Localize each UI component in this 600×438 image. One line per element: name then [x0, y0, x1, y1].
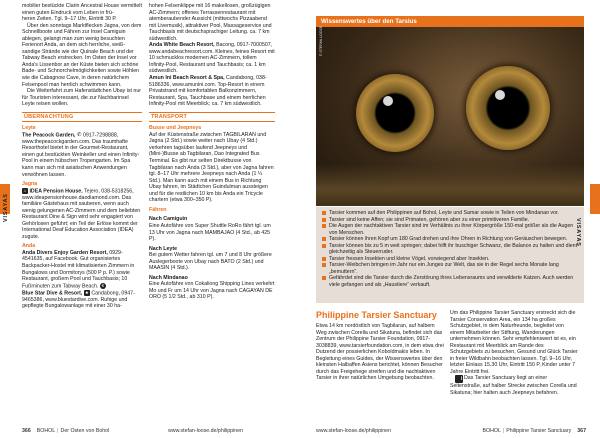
ferry-destination-leyte: Nach Leyte [149, 245, 178, 252]
fact-text: Tarsier fressen Insekten und kleine Vögel, vorwiegend aber Insekten. [329, 255, 490, 262]
right-page [300, 0, 600, 438]
location-anda: Anda [22, 243, 36, 250]
entry-name: Amun Ini Beach Resort & Spa, [149, 75, 225, 82]
bullet-icon [322, 263, 326, 267]
fact-text: Tarsier können bis zu 5 m weit springen; dabei hilft ihr buschiger Schwanz, die Balance zu halten und dient gleichzeitig als Steuerruder. [329, 242, 578, 255]
subheading-busse: Busse und Jeepneys [149, 125, 202, 132]
busse-text: Auf der Küstenstraße zwischen TAGBILARAN und Jagna (2 Std.) sowie weiter nach Ubay (4 Std.) verkehren tagsüber laufend Jeepneys und (Mini-)Busse ab Tagbilaran, Dao Integrated Bus Terminal. Es gibt nur selten Direktbusse von Tagbilaran nach Anda (3 Std.), aber von Jagna fahren tgl. 8–17 Uhr mehrere Jeepneys nach Anda (1 ¼ Std.). Man kann auch mit einem Bus in Richtung Ubay fahren, im Städtchen Guindulman aussteigen und für die restlichen 10 km bis Anda ein Tricycle chartern (etwa 300–350 P). [149, 131, 274, 204]
right-column-2 [450, 310, 578, 414]
footer-chapter: Der Osten von Bohol [60, 428, 110, 434]
left-column-1 [22, 3, 142, 407]
side-label-left: VISAYAS [3, 193, 9, 222]
entry-blue-star [22, 290, 142, 310]
entry-text: 0929-4541635, auf Facebook. Gut organisiertes Backpacker-Hostel mit klimatisierten Zimmern in Bungalows und Dormitorys (500 P p. P.) sowie Restaurant, großem Pool und Tauchbasis; 10 Fußminuten zum Tabway Beach. [22, 249, 135, 290]
side-label-right: VISAYAS [575, 218, 582, 247]
location-jagna: Jagna [22, 181, 38, 188]
entry-text: Bacong, 0917-7000507, www.andabeachresort.com. Kleines, feines Resort mit 10 schmucklos modernen AC-Zimmern, tollem Infinity-Pool, Restaurant und Tauchbasis; ca. 1 km südwestlich. [149, 42, 275, 75]
entry-name: IDEA Pension House, [29, 188, 83, 194]
star-icon: ★ [84, 289, 89, 295]
page-number-left: 366 [22, 428, 31, 434]
access-text [450, 375, 578, 396]
fact-item [322, 262, 578, 275]
entry-anda-divers [22, 250, 142, 290]
photo-caption: Wissenswertes über den Tarsius [316, 16, 584, 27]
entry-text: 0917-7298888, www.thepeacockgarden.com. Das traumhafte Resorthotel bietet in der Gourmet-Restaurant, einen gut bestückten Weinkeller und einen Infinity-Pool in einem hübschen Tropengarten. Im Spa kann man sich mit asiatischen Anwendungen verwöhnen lassen. [22, 132, 140, 178]
euro-icon: € [101, 282, 105, 288]
footer-separator: | [502, 428, 505, 434]
access-text-body: Das Tarsier Sanctuary liegt an einer Seitenstraße, auf halber Strecke zwischen Corella und Sikatuna; hier halten auch Jeepneys befahren. [450, 375, 577, 397]
phone-icon: ✆ [76, 131, 82, 138]
fact-text: Tarsier können ihren Kopf um 180 Grad drehen und ihre Ohren in Richtung von Geräuschen bewegen. [329, 236, 568, 242]
tarsier-photo [316, 16, 584, 206]
info-icon: i [455, 375, 463, 383]
footer-separator: | [57, 428, 59, 434]
intro-paragraph-ubay: Die Weiterfahrt zum Hafenstädtchen Ubay ist nur für Touristen interessant, die zur Nachbarinsel Leyte reisen wollen. [22, 88, 141, 108]
entry-name: The Peacock Garden, [22, 132, 76, 139]
fact-text: Gefährdet sind die Tarsier durch die Zerstörung ihres Lebensraums und verwilderte Katzen. Auch werden viele gefangen und als „Haustiere“ verkauft. [329, 275, 574, 288]
conservation-text: Um das Philippine Tarsier Sanctuary erstreckt sich die Tarsier Conservation Area, ein 134 ha großes Schutzgebiet, in dem Naturfreunde, begleitet von einem Mitarbeiter der Stiftung, Wanderungen unternehmen können. Sehr empfehlenswert ist es, ein Restaurant mit Meerblick am Rande des Schutzgebiets zu besuchen, Gesund und Glück Tarsier in freier Wildbahn beobachten lassen. Tgl. 9–16 Uhr, letzter Einlass 15.30 Uhr, Eintritt 150 P, Kinder unter 7 Jahre Eintritt frei. [450, 310, 578, 375]
entry-text: Candabong, 038-5186336, www.amunini.com. Top-Resort in einem Privatstrand mit komfortablen Balkonzimmern, Restaurant, Spa, Tauchbase und einem herrlichen Infinity-Pool mit Meerblick; ca. 7 km südwestlich. [149, 75, 267, 108]
footer-url-right: www.stefan-loose.de/philippinen [316, 428, 392, 434]
bullet-icon [322, 218, 326, 222]
entry-name: Blue Star Dive & Resort, [22, 289, 83, 296]
intro-line-1: mobilier bestückte Clarin Ancestral House vermittelt einen guten Eindruck vom Leben in frü- [22, 3, 142, 16]
entry-name: Anda White Beach Resort, [149, 42, 215, 49]
right-column-1 [316, 310, 446, 414]
location-leyte: Leyte [22, 125, 36, 132]
photo-credit: © STEFAN LOOSE [319, 25, 323, 56]
bullet-icon [322, 257, 326, 261]
ferry-destination-camiguin: Nach Camiguin [149, 216, 188, 223]
intro-paragraph-anda: Über den sonntags Marktflecken Jagna, von dem Schnellboote und Fähren zur Insel Camiguin ablegen, gelangt man zum wenig besuchten Ferienort Anda, an dem sich herrliche, weiß-sandige Strände wie der Quinale Beach und der Tabway Beach erstrecken. Im Osten der Insel vor Anda's Lissenbor an der Küste bieten sich schöne Bade- und Schnorchelmöglichkeiten sowie Höhlen wie die Cabagnow Cave, in deren natürlichem Felsenpool man herrlich schwimmen kann. [22, 22, 142, 88]
ferry-text-leyte: Bei gutem Wetter fahren tgl. um 7 und 8 Uhr größere Auslegerboote von Ubay nach BATO (2 Std.) und MAASIN (4 Std.). [149, 252, 272, 272]
eye-glint [383, 96, 393, 106]
page-number-right: 367 [577, 428, 586, 434]
fact-item [322, 223, 578, 236]
section-heading-transport: TRANSPORT [149, 112, 275, 123]
bed-icon: ⌂ [23, 187, 27, 193]
tarsier-facts-box [316, 207, 584, 303]
bullet-icon [322, 224, 326, 228]
subheading-faehren: Fähren [149, 206, 167, 213]
entry-amun-ini [149, 75, 275, 108]
footer-chapter: Philippine Tarsier Sanctuary [506, 428, 572, 434]
bullet-icon [322, 244, 326, 248]
tarsier-eye-left [356, 74, 434, 152]
tarsier-eye-right [466, 66, 550, 150]
ferry-text-camiguin: Eine Autofähre von Super Shuttle RoRo fährt tgl. um 13 Uhr von Jagna nach MAMBAJAO (4 Std., ab 425 P). [149, 222, 271, 243]
ferry-text-mindanao: Eine Autofähre von Cokaliong Shipping Lines verkehrt Mo und Fr um 14 Uhr von Jagna nach CAGAYAN DE ORO (5 1/2 Std., ab 310 P). [149, 281, 275, 301]
bullet-icon [322, 276, 326, 280]
left-column-2 [149, 3, 275, 407]
fact-text: Tarsier-Weibchen bringen im Jahr nur ein Junges zur Welt, das sie in der Regel sechs Monate lang „bemuttern“. [329, 262, 559, 275]
fact-item [322, 275, 578, 288]
entry-peacock-garden [22, 132, 142, 178]
intro-line-2: heren Zeiten. Tgl. 9–17 Uhr, Eintritt 30 P. [22, 16, 117, 23]
ferry-destination-mindanao: Nach Mindanao [149, 274, 188, 281]
footer-section: BOHOL [482, 428, 501, 434]
footer-left [22, 428, 109, 434]
sanctuary-text: Etwa 14 km nordöstlich von Tagbilaran, auf halbem Weg zwischen Corella und Sikatuna, befindet sich das Zentrum der Philippine Tarsier Foundation, 0917-3038839, www.tarsierfoundation.com, in dem etwa drei Dutzend der possierlichen Koboldmakis leben. In Begleitung eines Guides, der Wissenswertes über den kleinsten Halbaffen Asiens berichtet, können Besucher durch das Freigehege streifen und die nachtaktiven Tarsier in ihrer natürlichen Umgebung beobachten. [316, 323, 444, 382]
thumb-tab-right [590, 184, 600, 214]
footer-section: BOHOL [36, 428, 56, 434]
entry-text: Tejero, 038-5318256, www.ideapensionhouse.daodiamond.com. Das familiäre Gästehaus mit sauberen, wenn auch wenig gelungenen AC-Zimmern und dem beliebten Restaurant Dine & Sign wird sehr engagiert von Gehörlosen geführt; ein Teil der Erlöse kommt der International Deaf Education Association (IDEA) zugute. [22, 188, 141, 240]
section-heading-lodging: ÜBERNACHTUNG [22, 112, 142, 123]
entry-idea-pension [22, 188, 142, 241]
footer-url-left: www.stefan-loose.de/philippinen [168, 428, 244, 434]
footer-right [482, 428, 586, 434]
facts-list [322, 210, 578, 288]
col2-intro: hohen Felsenklippe mit 16 makellosen, großzügigen AC-Zimmern; offenes Terrassenrestaurant mit atemberaubender Aussicht (mittwochs Pizzaabend mit Livemusik), attraktiver Pool, Massageservice und Tauchbasis mit deutschsprachiger Leitung. ca. 7 km südwestlich. [149, 3, 272, 42]
entry-anda-white-beach [149, 42, 275, 75]
entry-text: Candabong, 0947-9465386, www.bluestardive.com. Ruhige und gepflegte Bungalowanlage mit einer 30 ha- [22, 289, 135, 310]
fact-text: Tarsier kommen auf den Philippinen auf Bohol, Leyte und Samar sowie in Teilen von Mindanao vor. [329, 210, 559, 216]
fact-item [322, 243, 578, 256]
article-heading: Philippine Tarsier Sanctuary [316, 310, 437, 320]
bullet-icon [322, 211, 326, 215]
bullet-icon [322, 237, 326, 241]
eye-glint [495, 90, 505, 100]
entry-name: Anda Divers Enjoy Garden Resort, [22, 249, 108, 256]
fact-text: Tarsier sind keine Affen; sie sind Primaten, gehören aber zu einer primitiveren Familie. [329, 216, 530, 223]
fact-text: Die Augen der nachtaktiven Tarsier sind im Verhältnis zu ihrer Körpergröße 150-mal größer als die Augen von Menschen. [329, 223, 574, 236]
tarsier-fur [316, 164, 584, 206]
